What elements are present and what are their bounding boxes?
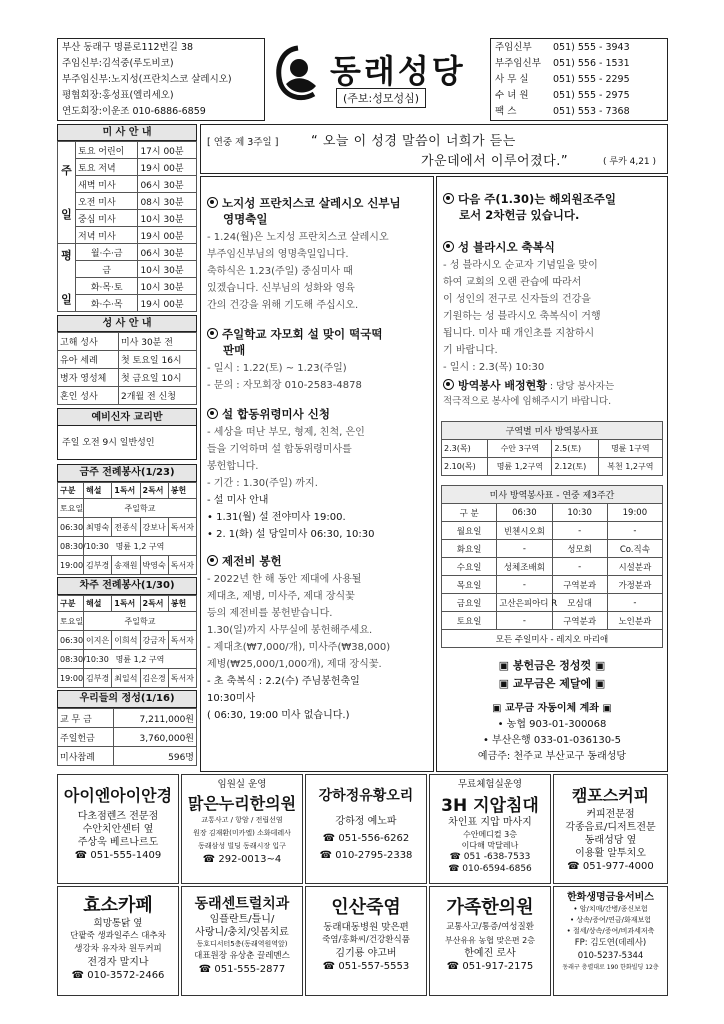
duty-week-rows-5-0: 토요일 [442,612,497,630]
ads-0-name: 아이엔아이안경 [63,786,173,805]
duty-this-rows-3-0: 19:00 [58,556,84,575]
ads-0-lines-0: 다초점렌즈 전문점 [77,811,159,822]
catechumen-box [57,408,197,460]
contact-row [495,72,663,88]
duty-this-head-4: 봉헌 [168,483,196,499]
duty-week-rows-4-1: 고산은피아디 R [497,594,552,612]
mass-weekday-3-1: 19시 00분 [138,295,197,312]
notices-left-2-lines-2: 봉헌합니다. [207,461,259,472]
council-president-line: 평협회장:홍성표(엘리세오) [62,90,174,101]
ads-3-lines-1: 수안메디컬 3층 [462,830,517,839]
notices-left-2-lines-4: - 설 미사 안내 [207,495,269,506]
duty-this-rows-1-0: 06:30 [58,518,84,537]
duty-week-table [441,485,663,648]
header-left-box [57,38,265,121]
ads-3-top: 무료체험실운영 [457,779,523,790]
ads-3-name: 3H 지압침대 [441,796,539,816]
ads-0-lines-2: 주상욱 베르나르도 [77,837,159,848]
church-subtitle: (주보:성모성심) [336,88,426,108]
notice-offering [207,553,433,724]
ads-6-lines-0: 임플란트/틀니/ [209,914,275,925]
duty-this-rows-1-2: 전종식 [112,518,140,537]
ads-9-name: 한화생명금융서비스 [567,892,654,903]
ad-ganghajeong-duck [305,774,427,884]
mass-weekend-3-1: 08시 30분 [138,193,197,210]
donation-accounts-1: • 부산은행 033-01-036130-5 [482,735,622,746]
duty-week-rows-5-2: 구역분과 [552,612,607,630]
ads-6-lines-2: 동호디서터5층(동래역원역앞) [196,940,288,948]
notices-right-0-title: 다음 주(1.30)는 해외원조주일 [458,192,616,206]
cleaning-rows-1-0: 2.10(목) [442,458,488,476]
ad-hanwha-life [553,886,668,996]
ads-3-lines-3: ☎ 051 -638-7533 [449,852,531,862]
duty-week-rows-2-3: 시설분과 [607,558,662,576]
duty-week-rows-1-0: 화요일 [442,540,497,558]
mass-weekend-2-0: 새벽 미사 [76,176,138,193]
header-contacts-3-label: 수 녀 원 [495,90,529,101]
ads-5-lines-2: 생강차 유자차 원두커피 [74,944,162,954]
offering-rows-2-1: 596명 [113,747,196,766]
ads-4-lines-3: 이용활 알투치오 [575,848,646,859]
duty-next-rows-1-2: 이희석 [112,631,140,650]
header-contacts-1-num: 051) 556 - 1531 [553,58,630,69]
ad-ini-glasses [57,774,179,884]
notices-left-3-lines-0: - 2022년 한 해 동안 제대에 사용될 [207,574,362,585]
ad-malgeun-nuri-clinic [181,774,303,884]
sacraments-rows-3-1: 2개월 전 신청 [118,387,196,405]
duty-week-head-1: 06:30 [497,504,552,522]
ad-family-clinic [429,886,551,996]
notices-left-3-lines-3: 1.30(일)까지 사무실에 봉헌해주세요. [207,625,373,636]
notices-right-2-lines-1: 적극적으로 봉사에 임해주시기 바랍니다. [443,396,612,407]
contact-row [495,88,663,104]
notices-right-1-lines-0: - 성 블라시오 순교자 기념일을 맞이 [443,260,598,271]
duty-week-rows-3-2: 구역분과 [552,576,607,594]
notices-left-3-lines-5: 제병(₩25,000/1,000개), 제대 장식꽃. [207,659,382,670]
sacraments-rows-2-0: 병자 영성체 [58,369,119,387]
duty-next-rows-1-1: 이지은 [84,631,112,650]
ads-5-lines-4: ☎ 010-3572-2466 [71,970,165,981]
header-contacts-4-label: 팩 스 [495,106,517,117]
duty-week-footer: 모든 주일미사 - 레지오 마리애 [442,630,663,648]
duty-this-rows-3-4: 독서자 [168,556,196,575]
duty-week-rows-5-3: 노인분과 [607,612,662,630]
duty-week-rows-4-3: - [607,594,662,612]
mass-weekend-4-1: 10시 30분 [138,210,197,227]
ads-7-lines-3: ☎ 051-557-5553 [322,961,410,972]
notices-left-0-lines-2: 축하식은 1.23(주일) 중심미사 때 [207,266,353,277]
ads-2-lines-1: ☎ 051-556-6262 [322,833,410,844]
notices-left-2-lines-6: • 2. 1(화) 설 당일미사 06:30, 10:30 [207,529,375,540]
catechumen-title: 예비신자 교리반 [58,409,196,426]
donation-box [441,657,663,765]
mass-weekday-label-1: 일 [61,292,72,306]
church-title: 동래성당 [330,52,466,90]
bullet-icon [443,379,454,390]
notices-left-2-lines-3: - 기간 : 1.30(주일) 까지. [207,478,318,489]
notice-feast [207,195,433,314]
duty-next-rows-3-1: 김부경 [84,669,112,688]
cleaning-rows-0-2: 2.5(토) [552,440,598,458]
notices-left-3-title: 제전비 봉헌 [222,554,282,568]
ads-1-name: 맑은누리한의원 [187,794,297,813]
ads-4-lines-2: 동래성당 옆 [584,835,637,846]
duty-week-rows-5-1: - [497,612,552,630]
mass-weekend-2-1: 06시 30분 [138,176,197,193]
duty-next-rows-1-4: 독서자 [168,631,196,650]
duty-week-rows-0-0: 월요일 [442,522,497,540]
ads-1-lines-2: 동래삼성 빌딩 동래시장 입구 [198,842,286,850]
duty-week-title: 미사 방역봉사표 - 연중 제3주간 [442,486,663,504]
ads-8-lines-1: 부산유유 농협 맞은편 2층 [445,936,535,945]
duty-this-rows-0-1: 주일학교 [84,499,197,518]
contact-row [495,40,663,56]
mass-weekday-1-1: 10시 30분 [138,261,197,278]
duty-next-rows-3-3: 김은경 [140,669,168,688]
ads-4-name: 캠포스커피 [571,786,650,805]
duty-this-rows-1-4: 독서자 [168,518,196,537]
offering-rows-1-1: 3,760,000원 [113,728,196,747]
header-contacts-0-num: 051) 555 - 3943 [553,42,630,53]
notices-left-2-lines-1: 들을 기억하며 설 합동위령미사를 [207,444,352,455]
offering-rows-0-1: 7,211,000원 [113,709,196,728]
notices-right-1-lines-6: - 일시 : 2.3(목) 10:30 [443,362,545,373]
mass-weekday-label-0: 평 [61,248,72,262]
notices-right-2-lines-0: : 당당 봉사자는 [546,381,615,392]
duty-week-rows-3-1: - [497,576,552,594]
bullet-icon [207,197,218,208]
offering-rows-0-0: 교 무 금 [58,709,114,728]
mass-weekday-0-0: 월·수·금 [76,244,138,261]
verse-tag: [ 연중 제 3주일 ] [207,137,279,148]
duty-next-head-0: 구분 [58,596,84,612]
ads-9-lines-4: 010-5237-5344 [577,951,644,961]
duty-week-rows-4-0: 금요일 [442,594,497,612]
ads-1-lines-0: 교통사고 / 항암 / 전립선염 [201,816,283,824]
notices-left-2-lines-5: • 1.31(월) 설 전야미사 19:00. [207,512,346,523]
duty-week-rows-2-1: 성체조배회 [497,558,552,576]
bullet-icon [443,193,454,204]
verse-line1: “ 오늘 이 성경 말씀이 너희가 듣는 [311,134,516,149]
donation-accounts-0: • 농협 903-01-300068 [497,719,607,730]
mass-weekend-5-1: 19시 00분 [138,227,197,244]
duty-this-rows-1-3: 강보나 [140,518,168,537]
duty-this-table [57,482,197,575]
ads-9-lines-0: • 암/치매/간병/종신보험 [573,905,648,913]
mass-table [57,141,197,312]
ad-3h-bed [429,774,551,884]
offering-rows-1-0: 주일헌금 [58,728,114,747]
duty-week-head-2: 10:30 [552,504,607,522]
duty-week-rows-0-2: - [552,522,607,540]
ads-6-lines-4: ☎ 051-555-2877 [198,964,286,975]
notices-left-0-lines-0: - 1.24(월)은 노지성 프란치스코 살레시오 [207,232,389,243]
notices-left-1-title2: 판매 [223,343,246,357]
notices-left-column [200,176,434,772]
mass-weekday-2-0: 화·목·토 [76,278,138,295]
duty-next-head-1: 해설 [84,596,112,612]
notices-right-2-title: 방역봉사 배정현황 [458,379,547,392]
duty-week-rows-0-3: - [607,522,662,540]
ads-2-lines-0: 강하정 예노파 [335,816,397,827]
sacraments-rows-1-0: 유아 세례 [58,351,119,369]
offering-title: 우리들의 정성(1/16) [57,690,197,708]
offering-rows-2-0: 미사참례 [58,747,114,766]
duty-next-rows-1-0: 06:30 [58,631,84,650]
ads-6-lines-3: 대표원장 유상춘 끌레멘스 [194,951,290,961]
duty-next-rows-0-0: 토요일 [58,612,84,631]
duty-week-rows-1-3: Co.직속 [607,540,662,558]
sacraments-table [57,332,197,405]
header-contacts-box [490,38,668,121]
notices-right-1-lines-5: 기 바랍니다. [443,345,498,356]
mass-weekend-0-0: 토요 어린이 [76,142,138,159]
ads-3-lines-4: ☎ 010-6594-6856 [448,864,532,874]
notices-left-3-lines-6: - 초 축복식 : 2.2(수) 주님봉헌축일 [207,676,360,687]
catechumen-text: 주일 오전 9시 일반성인 [62,438,155,448]
notices-left-1-title: 주일학교 자모회 설 맞이 떡국떡 [222,327,383,341]
duty-next-head-4: 봉헌 [168,596,196,612]
mass-weekend-label-1: 일 [61,207,72,221]
duty-this-head-0: 구분 [58,483,84,499]
mass-weekend-4-0: 중심 미사 [76,210,138,227]
ads-2-lines-2: ☎ 010-2795-2338 [319,850,413,861]
ads-7-lines-0: 동래대동병원 맞은편 [323,922,409,933]
notices-right-column [436,176,668,772]
mass-title: 미 사 안 내 [57,124,197,141]
donation-account-title: ▣ 교무금 자동이체 계좌 ▣ [492,703,612,714]
notices-left-3-lines-8: ( 06:30, 19:00 미사 없습니다.) [207,710,350,721]
header-contacts-0-label: 주임신부 [495,42,532,53]
duty-week-rows-3-3: 가정분과 [607,576,662,594]
duty-this-title: 금주 전례봉사(1/23) [57,464,197,482]
duty-next-title: 차주 전례봉사(1/30) [57,577,197,595]
header-contacts-2-label: 사 무 실 [495,74,529,85]
donation-lines-1: ▣ 교무금은 제달에 ▣ [498,677,606,690]
notices-left-2-title: 설 합동위령미사 신청 [222,407,330,421]
verse-line2: 가운데에서 이루어졌다.” [421,154,569,169]
left-column [57,124,197,766]
notices-left-0-title2: 영명축일 [223,212,268,226]
ads-8-name: 가족한의원 [446,897,534,918]
ads-9-lines-2: • 절세/상속/증여/비과세저축 [566,927,655,935]
duty-week-rows-0-1: 빈첸시오회 [497,522,552,540]
ad-hyoso-cafe [57,886,179,996]
mass-weekday-3-0: 화·수·목 [76,295,138,312]
duty-this-rows-1-1: 최명숙 [84,518,112,537]
duty-next-rows-3-2: 최일석 [112,669,140,688]
verse-ref: ( 루카 4,21 ) [603,157,657,167]
duty-this-head-3: 2독서 [140,483,168,499]
sacraments-rows-0-0: 고해 성사 [58,333,119,351]
notices-right-1-lines-2: 이 성인의 전구로 신자들의 건강을 [443,294,591,305]
bullet-icon [207,408,218,419]
ads-1-lines-3: ☎ 292-0013~4 [202,854,282,865]
duty-this-head-1: 해설 [84,483,112,499]
mass-weekend-5-0: 저녁 미사 [76,227,138,244]
ads-5-lines-3: 전경자 말지나 [87,957,149,968]
mass-weekend-3-0: 오전 미사 [76,193,138,210]
notices-right-1-lines-1: 하여 교회의 오랜 관습에 따라서 [443,277,582,288]
ads-7-name: 인산죽염 [331,897,401,918]
duty-this-head-2: 1독서 [112,483,140,499]
contact-row [495,104,663,120]
ads-0-lines-1: 수안치안센터 옆 [82,824,154,835]
cleaning-rows-1-1: 명륜 1,2구역 [488,458,552,476]
ads-0-lines-3: ☎ 051-555-1409 [74,850,162,861]
duty-next-rows-2-1: 명륜 1,2 구역 [84,650,197,669]
duty-next-rows-0-1: 주일학교 [84,612,197,631]
header-contacts-3-num: 051) 555 - 2975 [553,90,630,101]
ads-9-lines-1: • 상속/증여/연금/화재보험 [569,916,652,924]
duty-next-table [57,595,197,688]
duty-week-head-0: 구 분 [442,504,497,522]
ads-3-lines-0: 차인표 지압 마사지 [448,817,532,828]
cleaning-rows-1-2: 2.12(토) [552,458,598,476]
ads-8-lines-3: ☎ 051-917-2175 [446,961,534,972]
duty-week-rows-2-0: 수요일 [442,558,497,576]
duty-next-head-3: 2독서 [140,596,168,612]
header-contacts-4-num: 051) 553 - 7368 [553,106,630,117]
cleaning-rows-0-1: 수안 3구역 [488,440,552,458]
yeondo-president-line: 연도회장:이운조 010-6886-6859 [62,106,206,117]
notices-right-0-title2: 로서 2차헌금 있습니다. [459,208,580,222]
bullet-icon [443,241,454,252]
notice-memorial-mass [207,406,433,543]
cleaning-title: 구역별 미사 방역봉사표 [442,422,663,440]
notices-left-1-lines-0: - 일시 : 1.22(토) ~ 1.23(주일) [207,363,347,374]
ad-central-dental [181,886,303,996]
ad-camppos-coffee [553,774,668,884]
sacraments-rows-2-1: 첫 금요일 10시 [118,369,196,387]
ads-1-top: 임원실 운영 [217,779,267,790]
duty-next-rows-3-0: 19:00 [58,669,84,688]
mass-weekend-1-1: 19시 00분 [138,159,197,176]
mass-weekend-1-0: 토요 저녁 [76,159,138,176]
duty-next-rows-2-0: 08:30/10:30 [58,650,84,669]
notice-overseas-aid [443,191,616,223]
logo [272,44,324,104]
ads-3-lines-2: 이다해 막달레나 [461,841,519,850]
mass-weekend-label-0: 주 [61,163,72,177]
ads-9-lines-5: 동래구 충렬대로 190 한화빌딩 12층 [562,964,659,971]
ads-8-lines-0: 교통사고/통증/여성질환 [446,922,534,932]
assistant-pastor-line: 부주임신부:노지성(프란치스코 살레시오) [62,74,232,85]
ads-4-lines-0: 커피전문점 [586,809,635,820]
mass-weekend-0-1: 17시 00분 [138,142,197,159]
duty-week-rows-4-2: 모심대 [552,594,607,612]
donation-lines-0: ▣ 봉헌금은 정성껏 ▣ [498,659,606,672]
notices-right-1-lines-4: 됩니다. 미사 때 개인초를 지참하시 [443,328,595,339]
ads-4-lines-4: ☎ 051-977-4000 [567,861,654,872]
notices-right-1-lines-3: 기원하는 성 블라시오 축복식이 거행 [443,311,601,322]
notices-left-2-lines-0: - 세상을 떠난 부모, 형제, 친척, 은인 [207,427,365,438]
ads-2-name: 강하정유황오리 [318,788,414,804]
ads-8-lines-2: 한예진 로사 [464,948,516,959]
sacraments-rows-3-0: 혼인 성사 [58,387,119,405]
ads-7-lines-1: 죽염/홍화씨/건강환식품 [322,935,410,945]
ads-9-lines-3: FP: 김도연(데레사) [574,938,647,948]
ads-6-name: 동래센트럴치과 [194,896,290,912]
notices-left-0-title: 노지성 프란치스코 살레시오 신부님 [222,196,401,210]
duty-week-rows-3-0: 목요일 [442,576,497,594]
sacraments-rows-1-1: 첫 토요일 16시 [118,351,196,369]
duty-this-rows-3-1: 김부경 [84,556,112,575]
notices-left-3-lines-2: 등의 제전비를 봉헌받습니다. [207,608,333,619]
duty-week-rows-1-2: 성모회 [552,540,607,558]
duty-this-rows-3-2: 송재원 [112,556,140,575]
notices-left-1-lines-1: - 문의 : 자모회장 010-2583-4878 [207,380,362,391]
notices-left-3-lines-4: - 제대초(₩7,000/개), 미사주(₩38,000) [207,642,391,653]
sacraments-rows-0-1: 미사 30분 전 [118,333,196,351]
ads-4-lines-1: 각종음료/디저트전문 [565,822,656,833]
cleaning-rows-0-3: 명륜 1구역 [598,440,662,458]
duty-next-rows-1-3: 강금자 [140,631,168,650]
verse-box [200,124,668,174]
duty-next-rows-3-4: 독서자 [168,669,196,688]
bullet-icon [207,328,218,339]
duty-this-rows-2-1: 명륜 1,2 구역 [84,537,197,556]
sacraments-title: 성 사 안 내 [57,315,197,332]
cleaning-rows-0-0: 2.3(목) [442,440,488,458]
notice-blaise [443,239,601,376]
ads-1-lines-1: 원장 김재환(미카엘) 소화데레사 [193,829,291,837]
duty-this-rows-3-3: 박영숙 [140,556,168,575]
duty-week-head-3: 19:00 [607,504,662,522]
notices-left-0-lines-3: 있겠습니다. 신부님의 성화와 영육 [207,283,355,294]
mass-weekday-1-0: 금 [76,261,138,278]
ad-insan-jukyeom [305,886,427,996]
contact-row [495,56,663,72]
ads-5-name: 효소카페 [83,895,153,916]
notices-left-0-lines-1: 부주임신부님의 영명축일입니다. [207,249,349,260]
pastor-line: 주임신부:김석중(루도비코) [62,58,174,69]
cleaning-table [441,421,663,476]
notices-left-3-lines-1: 제대초, 제병, 미사주, 제대 장식꽃 [207,591,355,602]
duty-week-rows-2-2: - [552,558,607,576]
notices-right-1-title: 성 블라시오 축복식 [458,240,555,254]
cleaning-rows-1-3: 복천 1,2구역 [598,458,662,476]
duty-this-rows-2-0: 08:30/10:30 [58,537,84,556]
offering-table [57,708,197,766]
duty-week-rows-1-1: - [497,540,552,558]
ads-7-lines-2: 김기룡 야고버 [335,948,397,959]
bullet-icon [207,555,218,566]
ads-5-lines-1: 단팥죽 생과일주스 대추차 [70,931,166,941]
ads-6-lines-1: 사랑니/충치/잇몸치료 [195,927,289,938]
duty-next-head-2: 1독서 [112,596,140,612]
notice-ricecake [207,326,433,394]
parish-address: 부산 동래구 명륜로112번길 38 [62,42,194,53]
ads-5-lines-0: 희망통닭 옆 [93,918,143,929]
donation-holder: 예금주: 천주교 부산교구 동래성당 [477,751,627,762]
notice-quarantine [443,377,614,410]
notices-left-3-lines-7: 10:30미사 [207,693,256,704]
header-contacts-2-num: 051) 555 - 2295 [553,74,630,85]
notices-left-0-lines-4: 간의 건강을 위해 기도해 주십시오. [207,300,359,311]
mass-weekday-2-1: 10시 30분 [138,278,197,295]
mass-weekday-0-1: 06시 30분 [138,244,197,261]
duty-this-rows-0-0: 토요일 [58,499,84,518]
header-contacts-1-label: 부주임신부 [495,58,541,69]
